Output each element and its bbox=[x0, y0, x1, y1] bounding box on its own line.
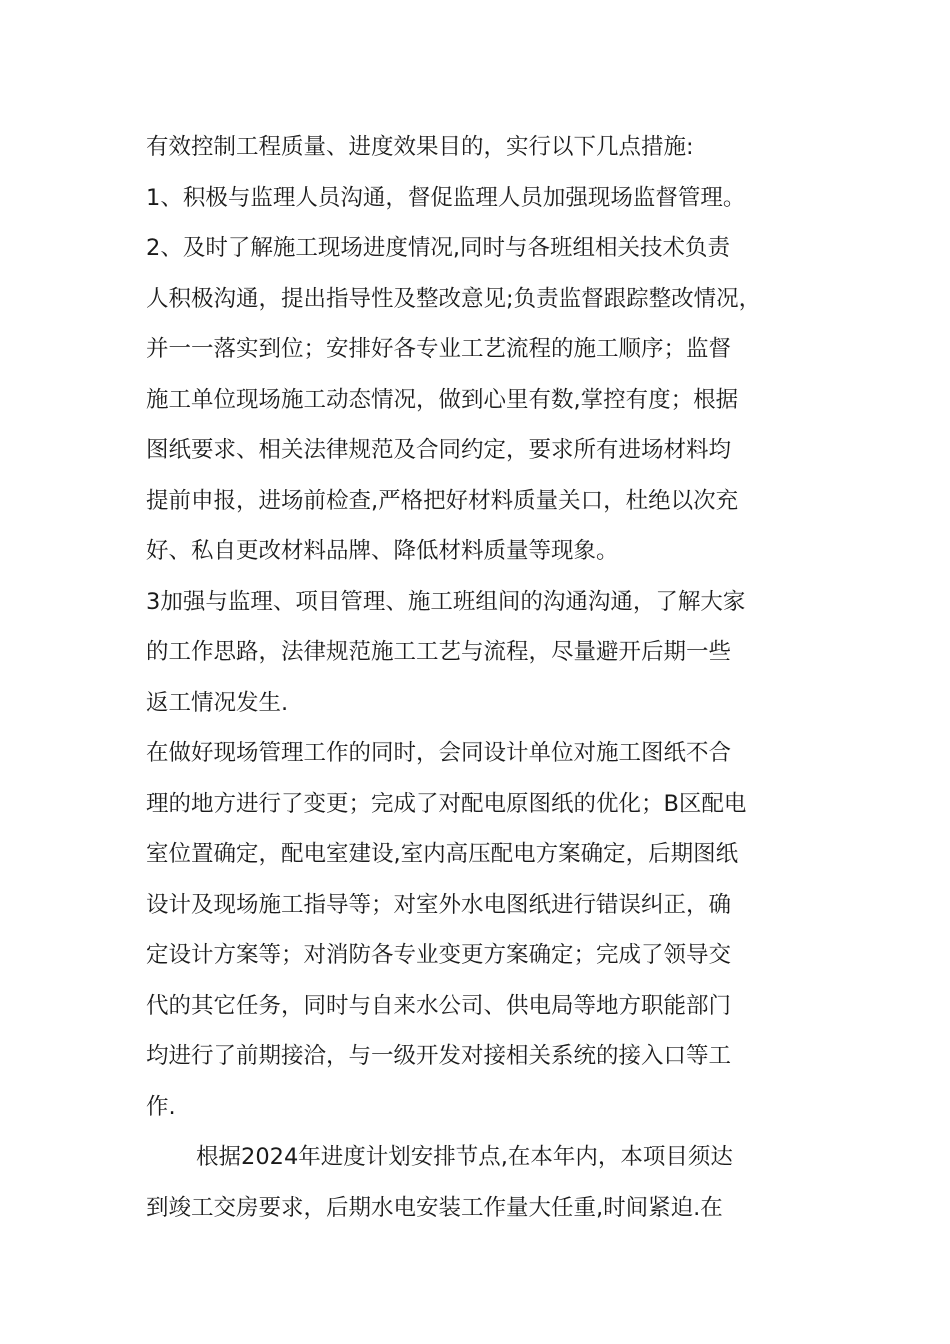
text-line: 室位置确定，配电室建设,室内高压配电方案确定，后期图纸 bbox=[146, 841, 739, 867]
text-line: 根据2024年进度计划安排节点,在本年内，本项目须达 bbox=[196, 1144, 733, 1170]
text-line: 施工单位现场施工动态情况，做到心里有数,掌控有度；根据 bbox=[146, 386, 739, 413]
text-line: 定设计方案等；对消防各专业变更方案确定；完成了领导交 bbox=[146, 942, 732, 968]
text-line: 返工情况发生. bbox=[146, 689, 289, 716]
text-line: 均进行了前期接洽，与一级开发对接相关系统的接入口等工 bbox=[146, 1043, 732, 1069]
text-line: 提前申报，进场前检查,严格把好材料质量关口，杜绝以次充 bbox=[146, 487, 739, 514]
text-line: 理的地方进行了变更；完成了对配电原图纸的优化；B区配电 bbox=[146, 790, 747, 817]
text-line: 图纸要求、相关法律规范及合同约定，要求所有进场材料均 bbox=[146, 437, 732, 463]
text-line: 3加强与监理、项目管理、施工班组间的沟通沟通，了解大家 bbox=[146, 588, 746, 615]
text-line: 并一一落实到位；安排好各专业工艺流程的施工顺序；监督 bbox=[146, 336, 732, 362]
text-line: 1、积极与监理人员沟通，督促监理人员加强现场监督管理。 bbox=[146, 184, 746, 211]
text-line: 好、私自更改材料品牌、降低材料质量等现象。 bbox=[146, 538, 619, 564]
text-line: 代的其它任务，同时与自来水公司、供电局等地方职能部门 bbox=[146, 992, 732, 1019]
text-line: 的工作思路，法律规范施工工艺与流程，尽量避开后期一些 bbox=[146, 639, 732, 665]
text-line: 作. bbox=[146, 1093, 176, 1120]
text-line: 2、及时了解施工现场进度情况,同时与各班组相关技术负责 bbox=[146, 235, 730, 261]
text-line: 设计及现场施工指导等；对室外水电图纸进行错误纠正，确 bbox=[146, 891, 732, 918]
document-body bbox=[146, 122, 846, 1233]
text-line: 到竣工交房要求，后期水电安装工作量大任重,时间紧迫.在 bbox=[146, 1194, 723, 1221]
text-line: 人积极沟通，提出指导性及整改意见;负责监督跟踪整改情况， bbox=[146, 285, 762, 312]
text-line: 有效控制工程质量、进度效果目的，实行以下几点措施: bbox=[146, 134, 694, 160]
text-line: 在做好现场管理工作的同时，会同设计单位对施工图纸不合 bbox=[146, 740, 732, 766]
